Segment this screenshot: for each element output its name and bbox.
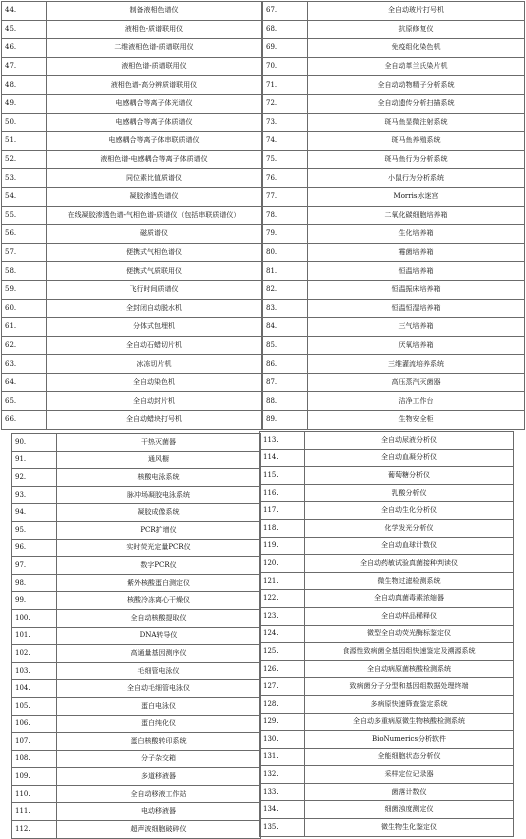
equipment-name: 核酸电泳系统	[57, 469, 261, 487]
table-row	[260, 519, 514, 537]
equipment-name: 乳酸分析仪	[305, 484, 514, 502]
table-row	[2, 262, 262, 281]
item-number: 125.	[260, 643, 305, 661]
equipment-name: 全自动玻片打号机	[308, 2, 525, 21]
table-row	[263, 169, 525, 188]
table-row	[2, 2, 262, 21]
equipment-name: 全自动血球计数仪	[305, 537, 514, 555]
equipment-name: 斑马鱼养殖系统	[308, 132, 525, 151]
equipment-table-3	[11, 433, 261, 839]
table-row	[12, 697, 261, 715]
equipment-name: 霉菌培养箱	[308, 243, 525, 262]
item-number: 116.	[260, 484, 305, 502]
table-row	[260, 502, 514, 520]
table-row	[2, 57, 262, 76]
table-row	[2, 20, 262, 39]
item-number: 71.	[263, 76, 308, 95]
table-row	[263, 2, 525, 21]
equipment-name: 斑马鱼显微注射系统	[308, 113, 525, 132]
item-number: 45.	[2, 20, 47, 39]
equipment-name: 分体式包埋机	[47, 318, 262, 337]
table-row	[2, 243, 262, 262]
equipment-name: 三维灌流培养系统	[308, 355, 525, 374]
item-number: 121.	[260, 572, 305, 590]
item-number: 119.	[260, 537, 305, 555]
table-row	[263, 299, 525, 318]
table-row	[260, 801, 514, 819]
equipment-name: 全自动生化分析仪	[305, 502, 514, 520]
equipment-name: 同位素比值质谱仪	[47, 169, 262, 188]
equipment-name: 全自动毛细管电泳仪	[57, 680, 261, 698]
table-row	[260, 484, 514, 502]
table-row	[12, 434, 261, 452]
item-number: 58.	[2, 262, 47, 281]
table-row	[263, 280, 525, 299]
table-row	[260, 537, 514, 555]
item-number: 123.	[260, 607, 305, 625]
table-row	[12, 574, 261, 592]
table-row	[12, 451, 261, 469]
equipment-name: 全自动染色机	[47, 373, 262, 392]
item-number: 53.	[2, 169, 47, 188]
item-number: 77.	[263, 187, 308, 206]
table-row	[2, 392, 262, 411]
item-number: 48.	[2, 76, 47, 95]
item-number: 94.	[12, 504, 57, 522]
equipment-name: 斑马鱼行为分析系统	[308, 150, 525, 169]
table-row	[263, 150, 525, 169]
table-row	[12, 592, 261, 610]
equipment-name: 紫外核酸蛋白测定仪	[57, 574, 261, 592]
item-number: 133.	[260, 783, 305, 801]
item-number: 128.	[260, 695, 305, 713]
item-number: 107.	[12, 733, 57, 751]
item-number: 89.	[263, 411, 308, 430]
item-number: 118.	[260, 519, 305, 537]
item-number: 115.	[260, 467, 305, 485]
equipment-name: 菌落计数仪	[305, 783, 514, 801]
equipment-name: 葡萄糖分析仪	[305, 467, 514, 485]
equipment-name: 电感耦合等离子体光谱仪	[47, 94, 262, 113]
equipment-name: 全自动药敏试验真菌接种判读仪	[305, 555, 514, 573]
equipment-name: 食源性致病菌全基因组快速鉴定及溯源系统	[305, 643, 514, 661]
item-number: 76.	[263, 169, 308, 188]
equipment-name: 微型全自动荧光酶标鉴定仪	[305, 625, 514, 643]
table-row	[12, 662, 261, 680]
item-number: 91.	[12, 451, 57, 469]
equipment-name: 全自动病原菌核酸检测系统	[305, 660, 514, 678]
equipment-name: 在线凝胶渗透色谱-气相色谱-质谱仪（包括串联质谱仪）	[47, 206, 262, 225]
equipment-name: 液相色谱-电感耦合等离子体质谱仪	[47, 150, 262, 169]
item-number: 90.	[12, 434, 57, 452]
equipment-name: 二维液相色谱-质谱联用仪	[47, 39, 262, 58]
item-number: 61.	[2, 318, 47, 337]
table-row	[12, 539, 261, 557]
table-row	[2, 113, 262, 132]
equipment-name: 全自动革兰氏染片机	[308, 57, 525, 76]
equipment-name: 多病原快速筛查鉴定系统	[305, 695, 514, 713]
equipment-name: 蛋白核酸转印系统	[57, 733, 261, 751]
item-number: 93.	[12, 486, 57, 504]
table-row	[260, 467, 514, 485]
table-row	[260, 572, 514, 590]
table-row	[263, 113, 525, 132]
item-number: 105.	[12, 697, 57, 715]
table-row	[2, 76, 262, 95]
table-row	[260, 819, 514, 837]
item-number: 99.	[12, 592, 57, 610]
equipment-name: 便携式气质联用仪	[47, 262, 262, 281]
item-number: 88.	[263, 392, 308, 411]
item-number: 65.	[2, 392, 47, 411]
equipment-name: BioNumerics分析软件	[305, 731, 514, 749]
item-number: 102.	[12, 645, 57, 663]
item-number: 122.	[260, 590, 305, 608]
equipment-name: 核酸冷冻离心干燥仪	[57, 592, 261, 610]
table-row	[12, 645, 261, 663]
equipment-name: 采样定位记录器	[305, 766, 514, 784]
equipment-name: 液相色谱-高分辨质谱联用仪	[47, 76, 262, 95]
table-row	[12, 609, 261, 627]
item-number: 129.	[260, 713, 305, 731]
item-number: 44.	[2, 2, 47, 21]
table-row	[12, 557, 261, 575]
equipment-name: PCR扩增仪	[57, 521, 261, 539]
equipment-name: 洁净工作台	[308, 392, 525, 411]
item-number: 56.	[2, 225, 47, 244]
table-row	[263, 225, 525, 244]
item-number: 100.	[12, 609, 57, 627]
table-row	[12, 469, 261, 487]
equipment-name: Morris水迷宫	[308, 187, 525, 206]
item-number: 95.	[12, 521, 57, 539]
equipment-name: 毛细管电泳仪	[57, 662, 261, 680]
table-row	[263, 94, 525, 113]
item-number: 96.	[12, 539, 57, 557]
table-row	[2, 169, 262, 188]
item-number: 78.	[263, 206, 308, 225]
equipment-name: 恒温恒湿培养箱	[308, 299, 525, 318]
equipment-table-body	[260, 432, 514, 837]
table-row	[260, 713, 514, 731]
table-row	[12, 750, 261, 768]
equipment-name: 全自动核酸提取仪	[57, 609, 261, 627]
item-number: 68.	[263, 20, 308, 39]
item-number: 62.	[2, 336, 47, 355]
equipment-name: 恒温培养箱	[308, 262, 525, 281]
equipment-name: 二氧化碳细胞培养箱	[308, 206, 525, 225]
equipment-name: 凝胶渗透色谱仪	[47, 187, 262, 206]
item-number: 132.	[260, 766, 305, 784]
item-number: 106.	[12, 715, 57, 733]
item-number: 130.	[260, 731, 305, 749]
item-number: 60.	[2, 299, 47, 318]
equipment-name: 便携式气相色谱仪	[47, 243, 262, 262]
table-row	[263, 411, 525, 430]
table-row	[260, 607, 514, 625]
equipment-name: 脉冲场凝胶电泳系统	[57, 486, 261, 504]
item-number: 74.	[263, 132, 308, 151]
item-number: 85.	[263, 336, 308, 355]
table-row	[2, 280, 262, 299]
item-number: 70.	[263, 57, 308, 76]
equipment-table-2	[262, 1, 525, 430]
table-row	[260, 625, 514, 643]
equipment-name: 超声波细胞破碎仪	[57, 821, 261, 839]
item-number: 82.	[263, 280, 308, 299]
item-number: 98.	[12, 574, 57, 592]
item-number: 52.	[2, 150, 47, 169]
equipment-name: 磁质谱仪	[47, 225, 262, 244]
table-row	[260, 590, 514, 608]
item-number: 113.	[260, 432, 305, 450]
equipment-name: 厌氧培养箱	[308, 336, 525, 355]
item-number: 87.	[263, 373, 308, 392]
equipment-name: DNA转导仪	[57, 627, 261, 645]
equipment-name: 高通量基因测序仪	[57, 645, 261, 663]
item-number: 127.	[260, 678, 305, 696]
equipment-name: 高压蒸汽灭菌器	[308, 373, 525, 392]
table-row	[263, 76, 525, 95]
table-row	[2, 187, 262, 206]
equipment-name: 实时荧光定量PCR仪	[57, 539, 261, 557]
equipment-name: 蛋白电泳仪	[57, 697, 261, 715]
item-number: 64.	[2, 373, 47, 392]
equipment-name: 三气培养箱	[308, 318, 525, 337]
equipment-name: 致病菌分子分型和基因组数据处理终端	[305, 678, 514, 696]
equipment-name: 细菌浊度测定仪	[305, 801, 514, 819]
item-number: 59.	[2, 280, 47, 299]
table-row	[2, 373, 262, 392]
equipment-name: 恒温振床培养箱	[308, 280, 525, 299]
item-number: 49.	[2, 94, 47, 113]
item-number: 92.	[12, 469, 57, 487]
equipment-name: 全自动血凝分析仪	[305, 449, 514, 467]
item-number: 109.	[12, 768, 57, 786]
table-row	[260, 643, 514, 661]
item-number: 51.	[2, 132, 47, 151]
table-row	[2, 39, 262, 58]
equipment-table-body	[263, 2, 525, 430]
equipment-table-4	[259, 431, 514, 837]
equipment-name: 电感耦合等离子体质谱仪	[47, 113, 262, 132]
equipment-name: 液相色谱-质谱联用仪	[47, 57, 262, 76]
table-row	[260, 678, 514, 696]
item-number: 120.	[260, 555, 305, 573]
equipment-table-body	[12, 434, 261, 839]
item-number: 103.	[12, 662, 57, 680]
item-number: 83.	[263, 299, 308, 318]
table-row	[2, 336, 262, 355]
equipment-name: 全能细胞状态分析仪	[305, 748, 514, 766]
table-row	[12, 785, 261, 803]
table-row	[260, 432, 514, 450]
equipment-name: 电感耦合等离子体串联质谱仪	[47, 132, 262, 151]
equipment-name: 制备液相色谱仪	[47, 2, 262, 21]
table-row	[2, 225, 262, 244]
equipment-name: 免疫组化染色机	[308, 39, 525, 58]
equipment-name: 蛋白纯化仪	[57, 715, 261, 733]
table-row	[260, 748, 514, 766]
item-number: 124.	[260, 625, 305, 643]
table-row	[260, 731, 514, 749]
item-number: 84.	[263, 318, 308, 337]
table-row	[12, 733, 261, 751]
item-number: 114.	[260, 449, 305, 467]
table-row	[263, 20, 525, 39]
equipment-name: 生物安全柜	[308, 411, 525, 430]
table-row	[12, 680, 261, 698]
equipment-name: 微生物生化鉴定仪	[305, 819, 514, 837]
item-number: 110.	[12, 785, 57, 803]
table-row	[263, 262, 525, 281]
equipment-name: 生化培养箱	[308, 225, 525, 244]
item-number: 54.	[2, 187, 47, 206]
equipment-name: 凝胶成像系统	[57, 504, 261, 522]
table-row	[263, 318, 525, 337]
table-row	[263, 39, 525, 58]
table-row	[12, 821, 261, 839]
equipment-name: 全自动多重病原微生物核酸检测系统	[305, 713, 514, 731]
table-row	[263, 392, 525, 411]
table-row	[260, 555, 514, 573]
table-row	[260, 695, 514, 713]
equipment-name: 全自动石蜡切片机	[47, 336, 262, 355]
equipment-name: 飞行时间质谱仪	[47, 280, 262, 299]
table-row	[2, 411, 262, 430]
item-number: 67.	[263, 2, 308, 21]
equipment-table-body	[2, 2, 262, 430]
table-row	[263, 243, 525, 262]
table-row	[2, 318, 262, 337]
equipment-name: 全自动动物精子分析系统	[308, 76, 525, 95]
item-number: 47.	[2, 57, 47, 76]
table-row	[2, 132, 262, 151]
table-row	[2, 355, 262, 374]
equipment-name: 全自动遗传分析扫描系统	[308, 94, 525, 113]
table-row	[12, 768, 261, 786]
item-number: 104.	[12, 680, 57, 698]
equipment-name: 小鼠行为分析系统	[308, 169, 525, 188]
table-row	[260, 449, 514, 467]
table-row	[260, 766, 514, 784]
item-number: 108.	[12, 750, 57, 768]
item-number: 101.	[12, 627, 57, 645]
table-row	[263, 336, 525, 355]
item-number: 112.	[12, 821, 57, 839]
item-number: 75.	[263, 150, 308, 169]
table-row	[12, 521, 261, 539]
item-number: 126.	[260, 660, 305, 678]
equipment-name: 冰冻切片机	[47, 355, 262, 374]
equipment-name: 化学发光分析仪	[305, 519, 514, 537]
equipment-name: 多道移液器	[57, 768, 261, 786]
item-number: 117.	[260, 502, 305, 520]
item-number: 80.	[263, 243, 308, 262]
item-number: 131.	[260, 748, 305, 766]
item-number: 63.	[2, 355, 47, 374]
table-row	[12, 504, 261, 522]
table-row	[12, 715, 261, 733]
table-row	[260, 660, 514, 678]
table-row	[2, 299, 262, 318]
item-number: 66.	[2, 411, 47, 430]
table-row	[2, 150, 262, 169]
item-number: 50.	[2, 113, 47, 132]
equipment-name: 通风橱	[57, 451, 261, 469]
equipment-name: 微生物过滤检测系统	[305, 572, 514, 590]
equipment-name: 数字PCR仪	[57, 557, 261, 575]
equipment-table-1	[1, 1, 262, 430]
equipment-name: 全封闭自动脱水机	[47, 299, 262, 318]
table-row	[263, 355, 525, 374]
equipment-name: 抗原修复仪	[308, 20, 525, 39]
equipment-name: 全自动移液工作站	[57, 785, 261, 803]
item-number: 135.	[260, 819, 305, 837]
equipment-name: 分子杂交箱	[57, 750, 261, 768]
equipment-name: 全自动样品稀释仪	[305, 607, 514, 625]
item-number: 111.	[12, 803, 57, 821]
item-number: 57.	[2, 243, 47, 262]
table-row	[263, 187, 525, 206]
item-number: 134.	[260, 801, 305, 819]
table-row	[260, 783, 514, 801]
item-number: 46.	[2, 39, 47, 58]
table-row	[263, 132, 525, 151]
equipment-name: 全自动封片机	[47, 392, 262, 411]
item-number: 79.	[263, 225, 308, 244]
equipment-name: 电动移液器	[57, 803, 261, 821]
equipment-name: 液相色-质谱联用仪	[47, 20, 262, 39]
table-row	[12, 486, 261, 504]
table-row	[263, 57, 525, 76]
item-number: 72.	[263, 94, 308, 113]
equipment-name: 干热灭菌器	[57, 434, 261, 452]
equipment-name: 全自动尿液分析仪	[305, 432, 514, 450]
table-row	[12, 627, 261, 645]
table-row	[263, 206, 525, 225]
table-row	[2, 94, 262, 113]
item-number: 73.	[263, 113, 308, 132]
equipment-name: 全自动蜡块打号机	[47, 411, 262, 430]
equipment-name: 全自动真菌毒素浓缩器	[305, 590, 514, 608]
table-row	[2, 206, 262, 225]
item-number: 69.	[263, 39, 308, 58]
item-number: 97.	[12, 557, 57, 575]
item-number: 81.	[263, 262, 308, 281]
table-row	[12, 803, 261, 821]
table-row	[263, 373, 525, 392]
item-number: 55.	[2, 206, 47, 225]
item-number: 86.	[263, 355, 308, 374]
